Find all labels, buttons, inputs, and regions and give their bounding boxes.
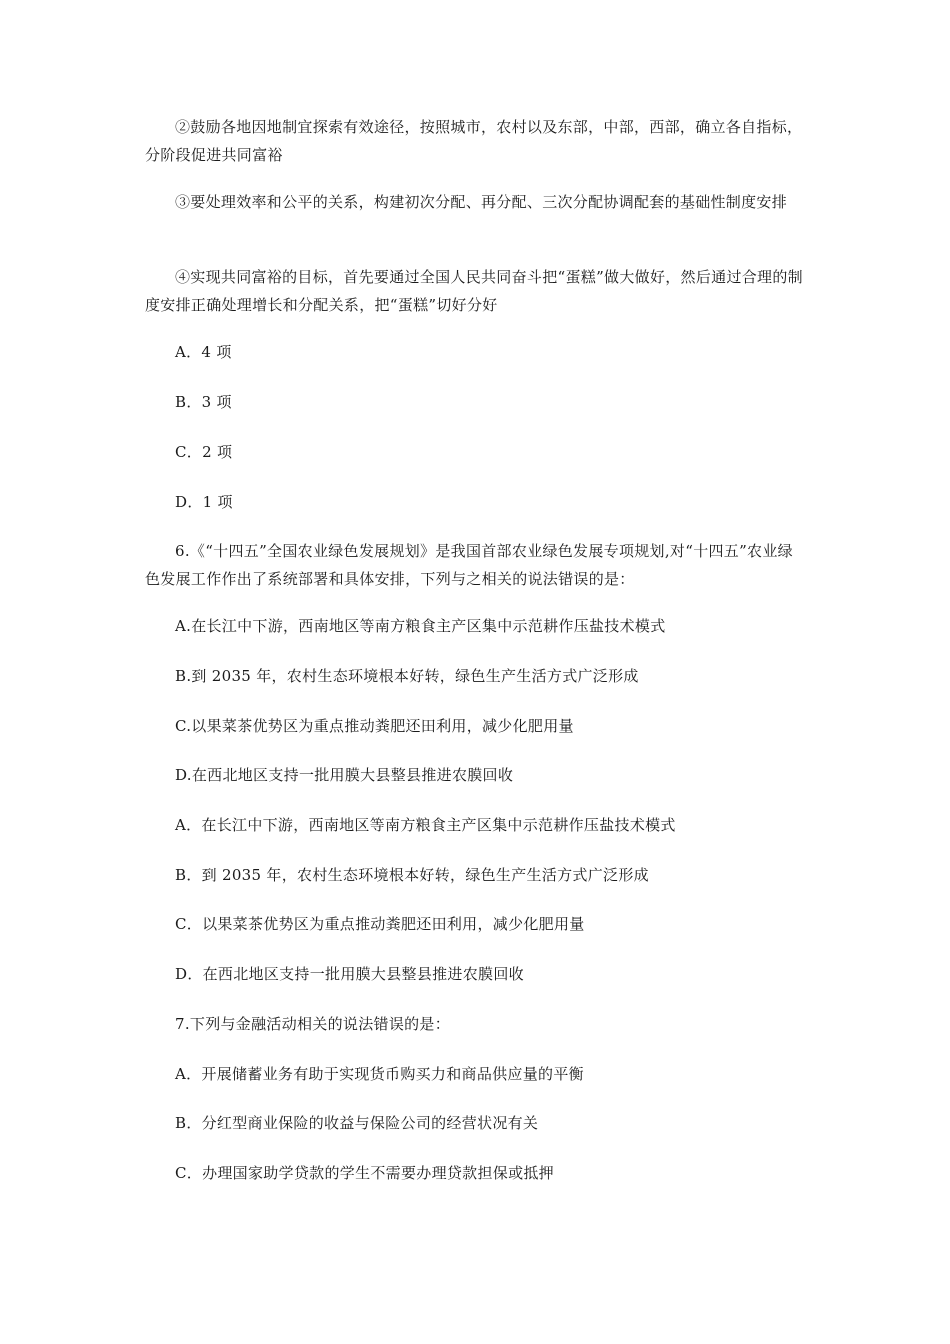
statement-4: ④实现共同富裕的目标，首先要通过全国人民共同奋斗把“蛋糕”做大做好，然后通过合理的制度安排正确处理增长和分配关系，把“蛋糕”切好分好 — [145, 268, 803, 314]
statement-2: ②鼓励各地因地制宜探索有效途径，按照城市，农村以及东部，中部，西部，确立各自指标，分阶段促进共同富裕 — [145, 118, 803, 164]
q5-option-c: C．2 项 — [175, 443, 233, 461]
q7-option-b: B．分红型商业保险的收益与保险公司的经营状况有关 — [175, 1114, 539, 1132]
q6-option-d: D．在西北地区支持一批用膜大县整县推进农膜回收 — [175, 965, 524, 983]
q6-option-b: B．到 2035 年，农村生态环境根本好转，绿色生产生活方式广泛形成 — [175, 866, 649, 884]
q6-option-a: A．在长江中下游，西南地区等南方粮食主产区集中示范耕作压盐技术模式 — [175, 816, 676, 834]
statement-3: ③要处理效率和公平的关系，构建初次分配、再分配、三次分配协调配套的基础性制度安排 — [175, 193, 788, 211]
q7-option-c: C．办理国家助学贷款的学生不需要办理贷款担保或抵押 — [175, 1164, 554, 1182]
q5-option-d: D．1 项 — [175, 493, 233, 511]
q6-statement-d: D.在西北地区支持一批用膜大县整县推进农膜回收 — [175, 766, 514, 784]
q5-option-b: B．3 项 — [175, 393, 232, 411]
q6-statement-c: C.以果菜茶优势区为重点推动粪肥还田利用，减少化肥用量 — [175, 717, 574, 735]
q7-stem: 7.下列与金融活动相关的说法错误的是： — [175, 1015, 451, 1033]
q6-statement-a: A.在长江中下游，西南地区等南方粮食主产区集中示范耕作压盐技术模式 — [175, 617, 666, 635]
q6-stem: 6.《“十四五”全国农业绿色发展规划》是我国首部农业绿色发展专项规划,对“十四五”农业绿色发展工作作出了系统部署和具体安排，下列与之相关的说法错误的是： — [145, 542, 793, 588]
q6-statement-b: B.到 2035 年，农村生态环境根本好转，绿色生产生活方式广泛形成 — [175, 667, 639, 685]
q7-option-a: A．开展储蓄业务有助于实现货币购买力和商品供应量的平衡 — [175, 1065, 584, 1083]
q5-option-a: A．4 项 — [175, 343, 232, 361]
q6-option-c: C．以果菜茶优势区为重点推动粪肥还田利用，减少化肥用量 — [175, 915, 585, 933]
